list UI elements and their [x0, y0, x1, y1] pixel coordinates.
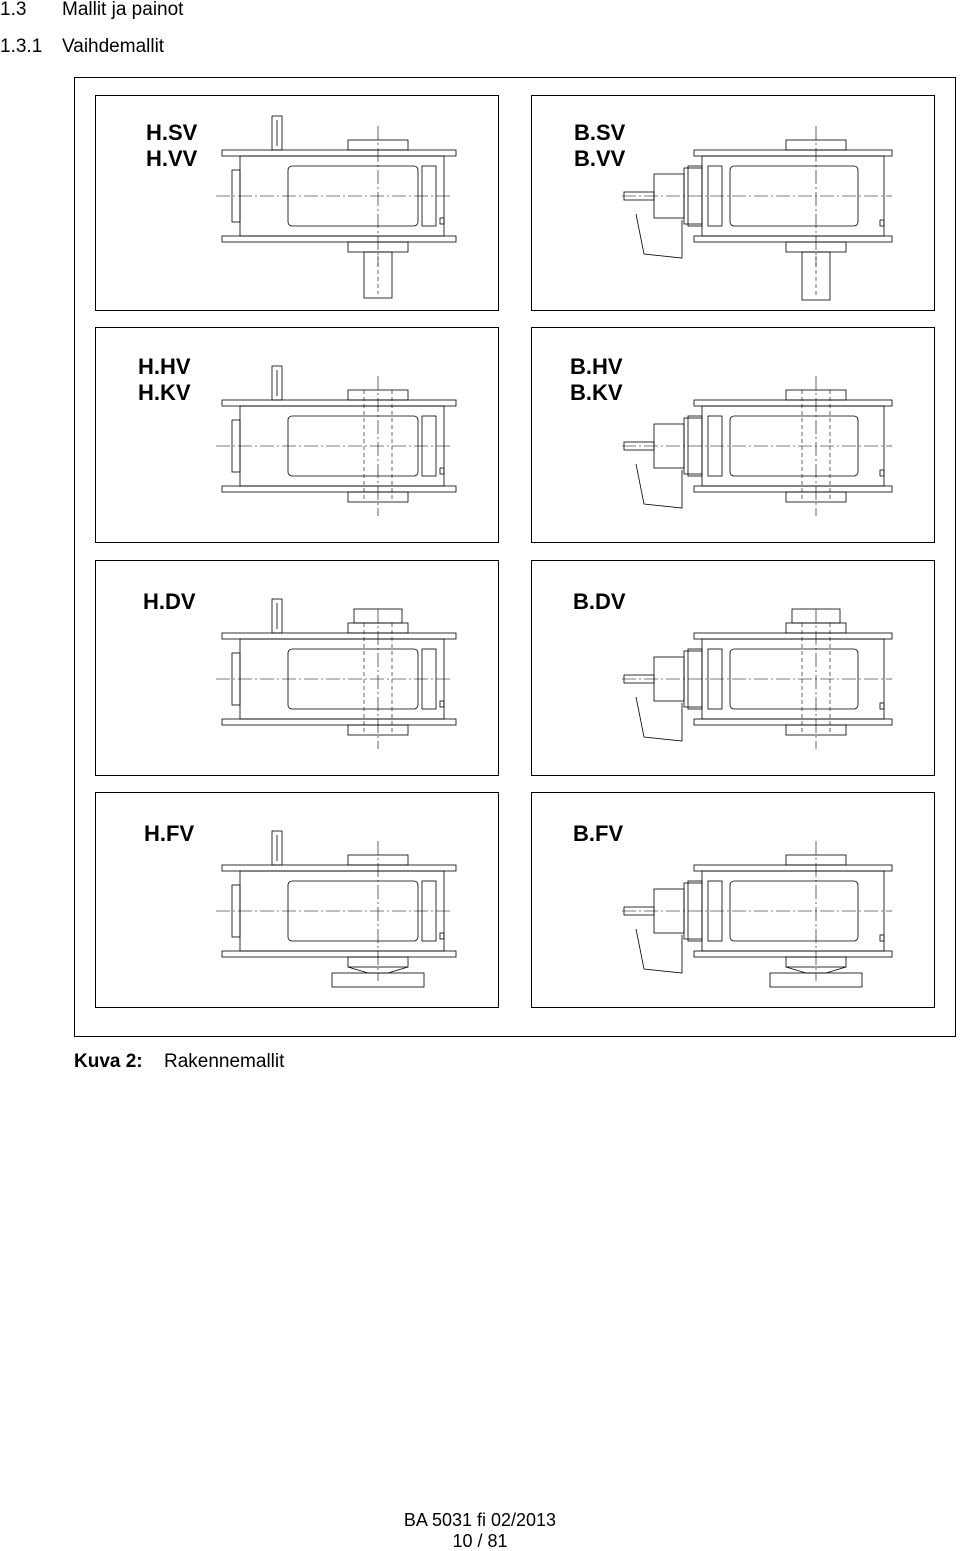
oil-plug: [440, 218, 444, 224]
torque-bracket: [636, 214, 682, 258]
panel-bhv: [531, 327, 935, 543]
panel-label-line-1: H.HV: [138, 354, 191, 379]
section-title: Mallit ja painot: [62, 0, 184, 20]
caption-label: Kuva 2:: [74, 1051, 143, 1072]
drawing-group: [622, 376, 892, 516]
caption-text: Rakennemallit: [164, 1051, 285, 1072]
panel-label-line-1: H.FV: [144, 821, 195, 846]
panel-bfv: [531, 792, 935, 1008]
panel-hsv: [95, 95, 499, 311]
flange-top: [222, 865, 456, 871]
drawing-group: [622, 609, 892, 749]
panel-label-line-1: B.DV: [573, 589, 626, 614]
panel-label-line-2: H.KV: [138, 380, 191, 405]
flange-top: [694, 633, 892, 639]
flange-bottom: [694, 236, 892, 242]
panel-label-line-2: B.VV: [574, 146, 626, 171]
flange-bottom: [222, 236, 456, 242]
flange-bottom: [694, 719, 892, 725]
flange-bottom: [694, 486, 892, 492]
flange-top: [222, 150, 456, 156]
panel-label-line-1: H.DV: [143, 589, 196, 614]
subsection-number: 1.3.1: [0, 36, 43, 57]
flange-top: [222, 633, 456, 639]
drawing-group: [622, 126, 892, 300]
panel-label-line-1: B.SV: [574, 120, 626, 145]
drawing-group: [216, 366, 456, 516]
panel-hdv: [95, 560, 499, 776]
oil-plug: [880, 220, 884, 226]
oil-plug: [440, 701, 444, 707]
subsection-title: Vaihdemallit: [62, 36, 165, 57]
drawing-group: [216, 599, 456, 749]
panel-bdv: [531, 560, 935, 776]
torque-bracket: [636, 929, 682, 973]
panel-hhv: [95, 327, 499, 543]
oil-plug: [440, 933, 444, 939]
flange-bottom: [694, 951, 892, 957]
subsection-heading: [0, 37, 164, 57]
panel-hfv: [95, 792, 499, 1008]
oil-plug: [440, 468, 444, 474]
flange-top: [222, 400, 456, 406]
drawing-group: [216, 831, 456, 987]
oil-plug: [880, 703, 884, 709]
flange-bottom: [222, 486, 456, 492]
footer-document-id: BA 5031 fi 02/2013: [403, 1510, 557, 1530]
torque-bracket: [636, 464, 682, 508]
figure-caption: [74, 1052, 284, 1072]
oil-plug: [880, 935, 884, 941]
section-heading: [0, 0, 183, 20]
drawing-group: [622, 841, 892, 987]
panel-label-line-2: B.KV: [570, 380, 623, 405]
drawing-group: [216, 116, 456, 298]
panel-bsv: [531, 95, 935, 311]
flange-top: [694, 150, 892, 156]
flange-top: [694, 400, 892, 406]
flange-top: [694, 865, 892, 871]
panel-label-line-2: H.VV: [146, 146, 198, 171]
flange-bottom: [222, 951, 456, 957]
oil-plug: [880, 470, 884, 476]
footer-page-number: 10 / 81: [452, 1531, 508, 1551]
flange-bottom: [222, 719, 456, 725]
panel-label-line-1: B.FV: [573, 821, 624, 846]
torque-bracket: [636, 697, 682, 741]
panel-label-line-1: B.HV: [570, 354, 623, 379]
panel-label-line-1: H.SV: [146, 120, 198, 145]
section-number: 1.3: [0, 0, 27, 20]
